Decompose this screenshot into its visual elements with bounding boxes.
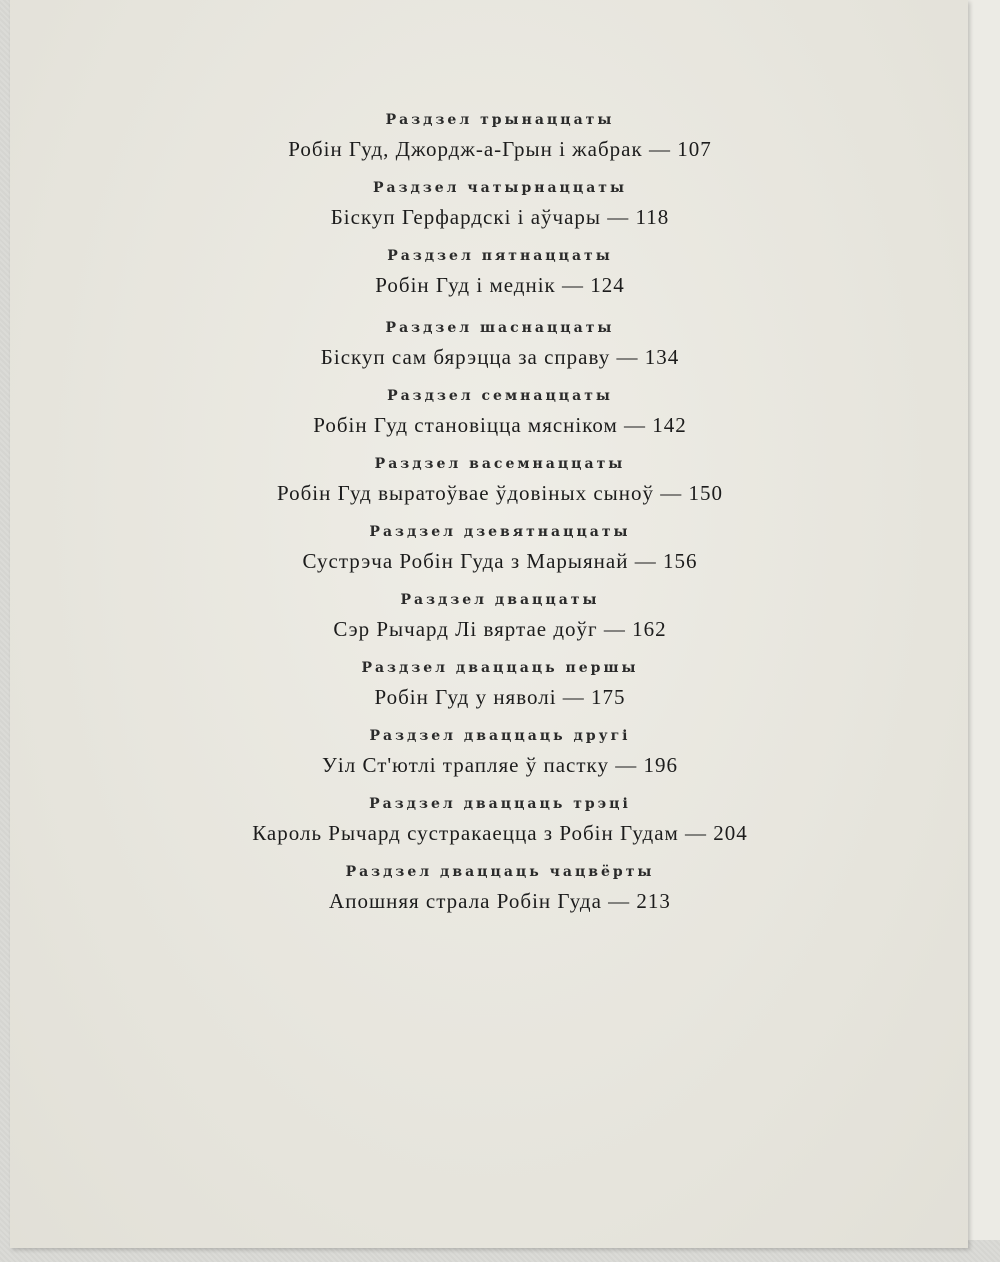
chapter-title: Біскуп сам бярэцца за справу — 134 <box>320 345 680 369</box>
chapter-heading: Раздзел дваццаты <box>400 592 600 608</box>
toc-entry <box>0 176 1000 244</box>
chapter-title: Робін Гуд выратоўвае ўдовіных сыноў — 150 <box>276 481 724 505</box>
toc-entry <box>0 520 1000 588</box>
chapter-title: Апошняя страла Робін Гуда — 213 <box>329 889 671 913</box>
chapter-heading: Раздзел трынаццаты <box>385 112 615 128</box>
chapter-heading: Раздзел чатырнаццаты <box>372 180 628 196</box>
chapter-title: Робін Гуд у няволі — 175 <box>374 685 626 709</box>
toc-entry <box>0 860 1000 928</box>
toc-entry <box>0 724 1000 792</box>
toc-entry <box>0 588 1000 656</box>
chapter-heading: Раздзел дваццаць другі <box>369 728 631 744</box>
chapter-heading: Раздзел дваццаць трэці <box>369 796 631 812</box>
chapter-title: Сустрэча Робін Гуда з Марыянай — 156 <box>302 549 698 573</box>
chapter-title: Робін Гуд становіцца мясніком — 142 <box>313 413 687 437</box>
chapter-title: Робін Гуд, Джордж-а-Грын і жабрак — 107 <box>288 137 712 161</box>
chapter-heading: Раздзел семнаццаты <box>387 388 613 404</box>
table-of-contents <box>0 108 1000 928</box>
toc-entry <box>0 792 1000 860</box>
chapter-title: Уіл Ст'ютлі трапляе ў пастку — 196 <box>322 753 678 777</box>
chapter-title: Біскуп Герфардскі і аўчары — 118 <box>330 205 670 229</box>
toc-entry <box>0 108 1000 176</box>
toc-entry <box>0 384 1000 452</box>
toc-entry <box>0 316 1000 384</box>
toc-entry <box>0 244 1000 316</box>
toc-entry <box>0 452 1000 520</box>
chapter-heading: Раздзел васемнаццаты <box>374 456 626 472</box>
chapter-heading: Раздзел пятнаццаты <box>387 248 613 264</box>
chapter-heading: Раздзел шаснаццаты <box>385 320 615 336</box>
chapter-heading: Раздзел дваццаць першы <box>361 660 639 676</box>
chapter-title: Сэр Рычард Лі вяртае доўг — 162 <box>333 617 667 641</box>
chapter-title: Робін Гуд і меднік — 124 <box>375 273 625 297</box>
chapter-title: Кароль Рычард сустракаецца з Робін Гудам — 204 <box>252 821 748 845</box>
chapter-heading: Раздзел дваццаць чацвёрты <box>345 864 655 880</box>
toc-entry <box>0 656 1000 724</box>
chapter-heading: Раздзел дзевятнаццаты <box>369 524 631 540</box>
